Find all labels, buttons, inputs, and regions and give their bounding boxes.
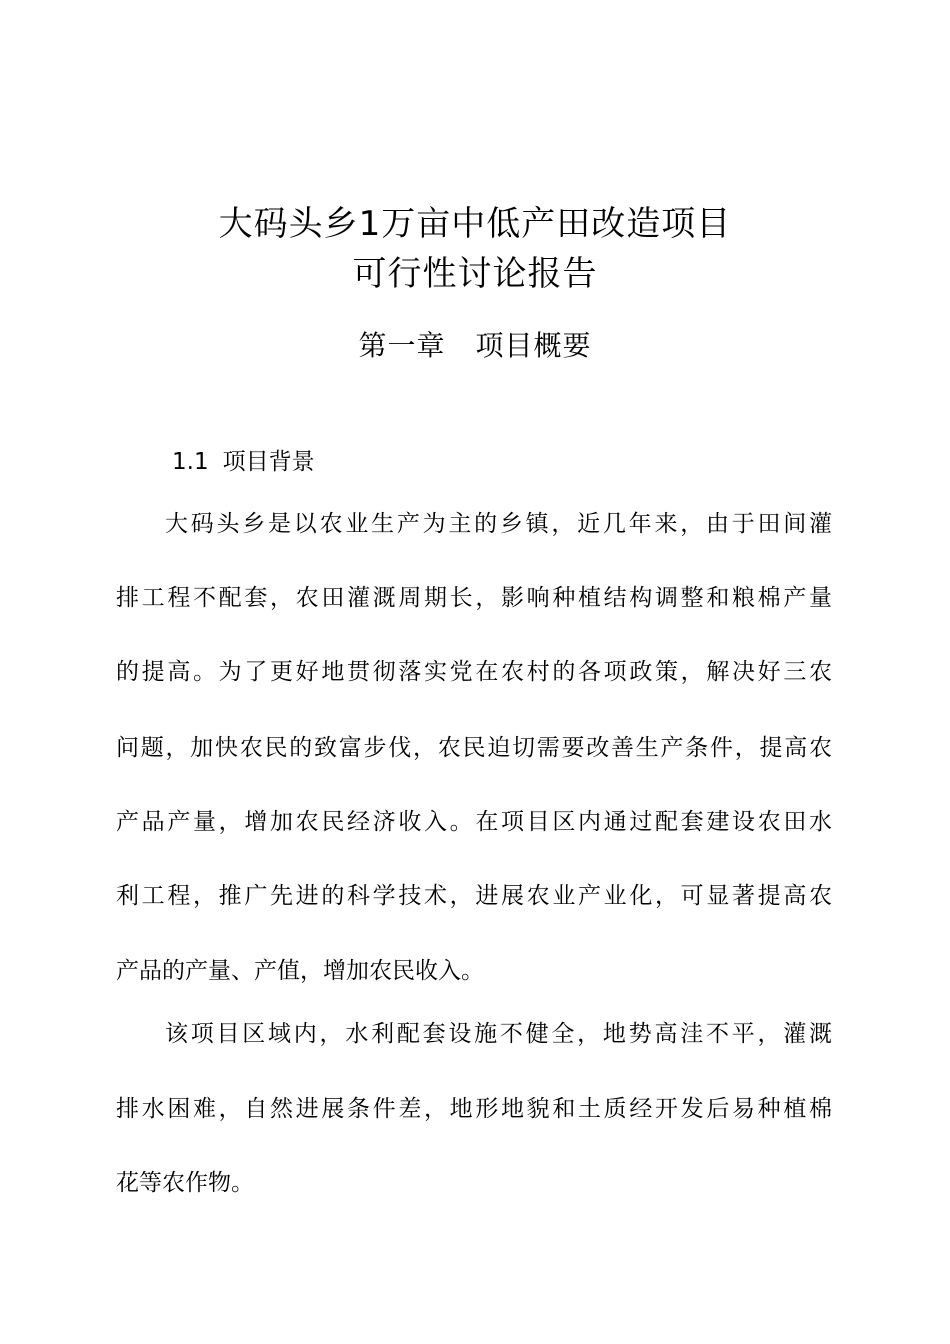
chapter-heading — [0, 326, 950, 366]
section-number: 1.1 — [172, 449, 209, 475]
paragraph-line: 该项目区域内，水利配套设施不健全，地势高洼不平，灌溉 — [165, 1021, 832, 1047]
document-title-line-1: 大码头乡1万亩中低产田改造项目 — [218, 204, 732, 244]
paragraph-line: 的提高。为了更好地贯彻落实党在农村的各项政策，解决好三农 — [116, 659, 832, 685]
paragraph-line: 产品的产量、产值，增加农民收入。 — [116, 958, 484, 984]
paragraph-line: 问题，加快农民的致富步伐，农民迫切需要改善生产条件，提高农 — [116, 735, 832, 761]
paragraph-line: 产品产量，增加农民经济收入。在项目区内通过配套建设农田水 — [116, 809, 832, 835]
paragraph-line: 利工程，推广先进的科学技术，进展农业产业化，可显著提高农 — [116, 883, 832, 909]
chapter-title: 项目概要 — [475, 329, 592, 362]
paragraph-line: 排水困难，自然进展条件差，地形地貌和土质经开发后易种植棉 — [116, 1096, 832, 1122]
paragraph-line: 排工程不配套，农田灌溉周期长，影响种植结构调整和粮棉产量 — [116, 585, 832, 611]
paragraph-line: 花等农作物。 — [116, 1170, 254, 1196]
chapter-label: 第一章 — [358, 329, 446, 362]
section-title: 项目背景 — [222, 449, 315, 475]
section-heading — [172, 446, 315, 478]
paragraph-line: 大码头乡是以农业生产为主的乡镇，近几年来，由于田间灌 — [165, 511, 832, 537]
document-title-line-2: 可行性讨论报告 — [352, 254, 598, 294]
